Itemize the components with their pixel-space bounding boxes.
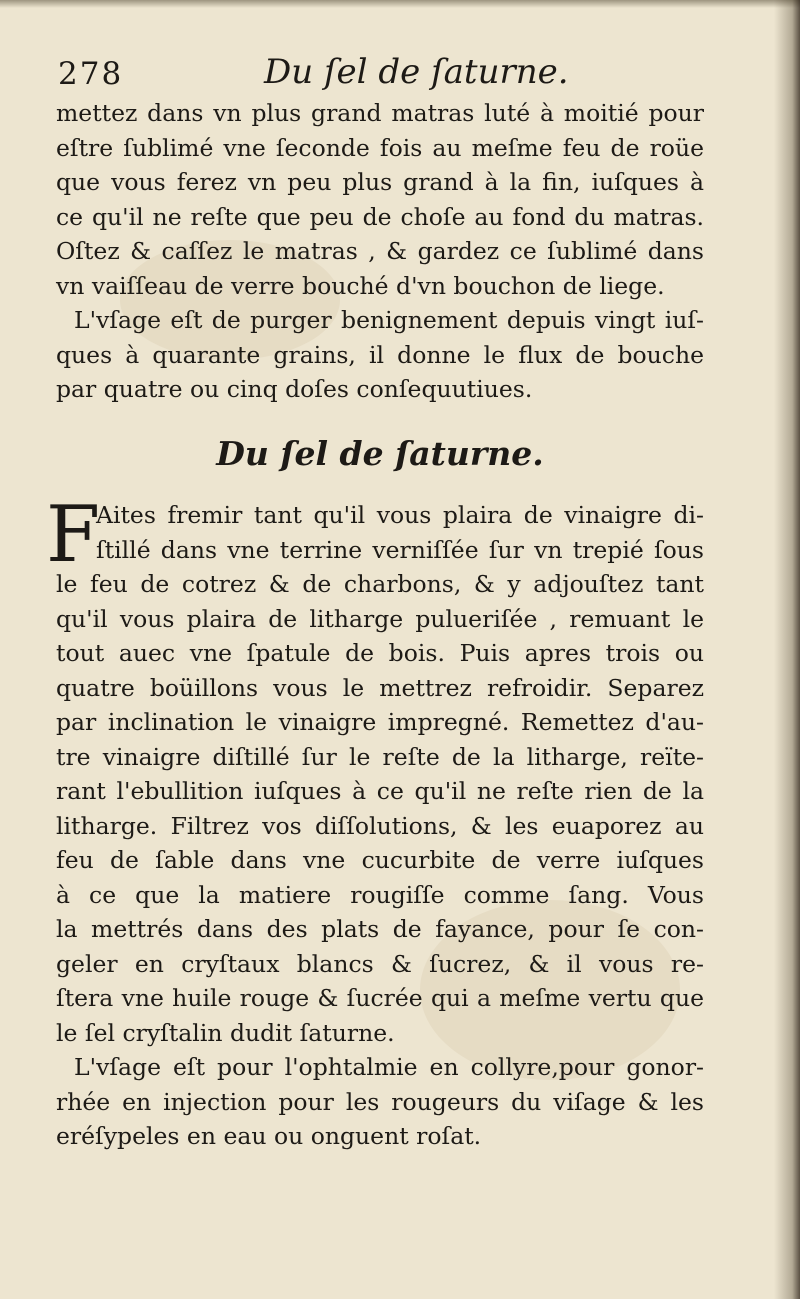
- text-line: geler en cryſtaux blancs & ſucrez, & il vous re-: [56, 949, 704, 978]
- running-head: [58, 52, 718, 96]
- text-line: la mettrés dans des plats de fayance, pour ſe con-: [56, 915, 704, 943]
- text-line: Aites fremir tant qu'il vous plaira de vinaigre di-: [96, 501, 704, 529]
- text-line: L'vſage eſt de purger benignement depuis vingt iuſ-: [74, 306, 704, 334]
- text-line: quatre boüillons vous le mettrez refroidir. Separez: [56, 673, 704, 702]
- text-line: tre vinaigre diſtillé ſur le reſte de la litharge, reïte-: [56, 742, 704, 771]
- text-line: eſtre ſublimé vne ſeconde fois au meſme feu de roüe: [56, 133, 704, 162]
- paragraph-usage: [56, 303, 704, 407]
- text-line: le feu de cotrez & de charbons, & y adjouſtez tant: [56, 570, 704, 598]
- text-line: Oſtez & caſſez le matras , & gardez ce ſublimé dans: [56, 237, 704, 265]
- page-number: 278: [58, 56, 124, 92]
- text-line: L'vſage eſt pour l'ophtalmie en collyre,pour gonor-: [74, 1053, 704, 1081]
- page-top-edge-shadow: [0, 0, 800, 8]
- text-line: par quatre ou cinq doſes conſequutiues.: [56, 375, 533, 403]
- running-title: Du ſel de ſaturne.: [264, 52, 569, 92]
- text-line: mettez dans vn plus grand matras luté à moitié pour: [56, 99, 704, 127]
- section-heading: Du ſel de ſaturne.: [216, 434, 544, 473]
- paragraph-continuation: [56, 96, 704, 303]
- text-line: eréſypeles en eau ou onguent roſat.: [56, 1122, 482, 1150]
- text-line: litharge. Filtrez vos diſſolutions, & les euaporez au: [56, 811, 704, 840]
- text-line: le ſel cryſtalin dudit ſaturne.: [56, 1018, 395, 1047]
- text-line: qu'il vous plaira de litharge pulueriſée , remuant le: [56, 604, 704, 633]
- text-line: par inclination le vinaigre impregné. Remettez d'au-: [56, 708, 704, 736]
- gutter-shadow: [774, 0, 800, 1299]
- text-line: ſtera vne huile rouge & ſucrée qui a meſme vertu que: [56, 984, 704, 1012]
- text-line: rant l'ebullition iuſques à ce qu'il ne reſte rien de la: [56, 777, 704, 805]
- text-line: ce qu'il ne reſte que peu de choſe au fond du matras.: [56, 202, 704, 231]
- text-line: vn vaiſſeau de verre bouché d'vn bouchon de liege.: [56, 271, 665, 300]
- drop-cap: F: [46, 490, 101, 580]
- text-line: ſtillé dans vne terrine verniſſée ſur vn trepié ſous: [96, 535, 704, 564]
- paragraph-recipe: [56, 498, 704, 1050]
- paragraph-usage-2: [56, 1050, 704, 1154]
- text-line: que vous ferez vn peu plus grand à la fin, iuſques à: [56, 168, 704, 196]
- text-line: rhée en injection pour les rougeurs du viſage & les: [56, 1087, 704, 1116]
- text-line: feu de ſable dans vne cucurbite de verre iuſques: [56, 846, 704, 874]
- text-line: ques à quarante grains, il donne le flux de bouche: [56, 340, 704, 369]
- text-line: à ce que la matiere rougiſſe comme ſang. Vous: [56, 880, 704, 909]
- text-line: tout auec vne ſpatule de bois. Puis apres trois ou: [56, 639, 704, 667]
